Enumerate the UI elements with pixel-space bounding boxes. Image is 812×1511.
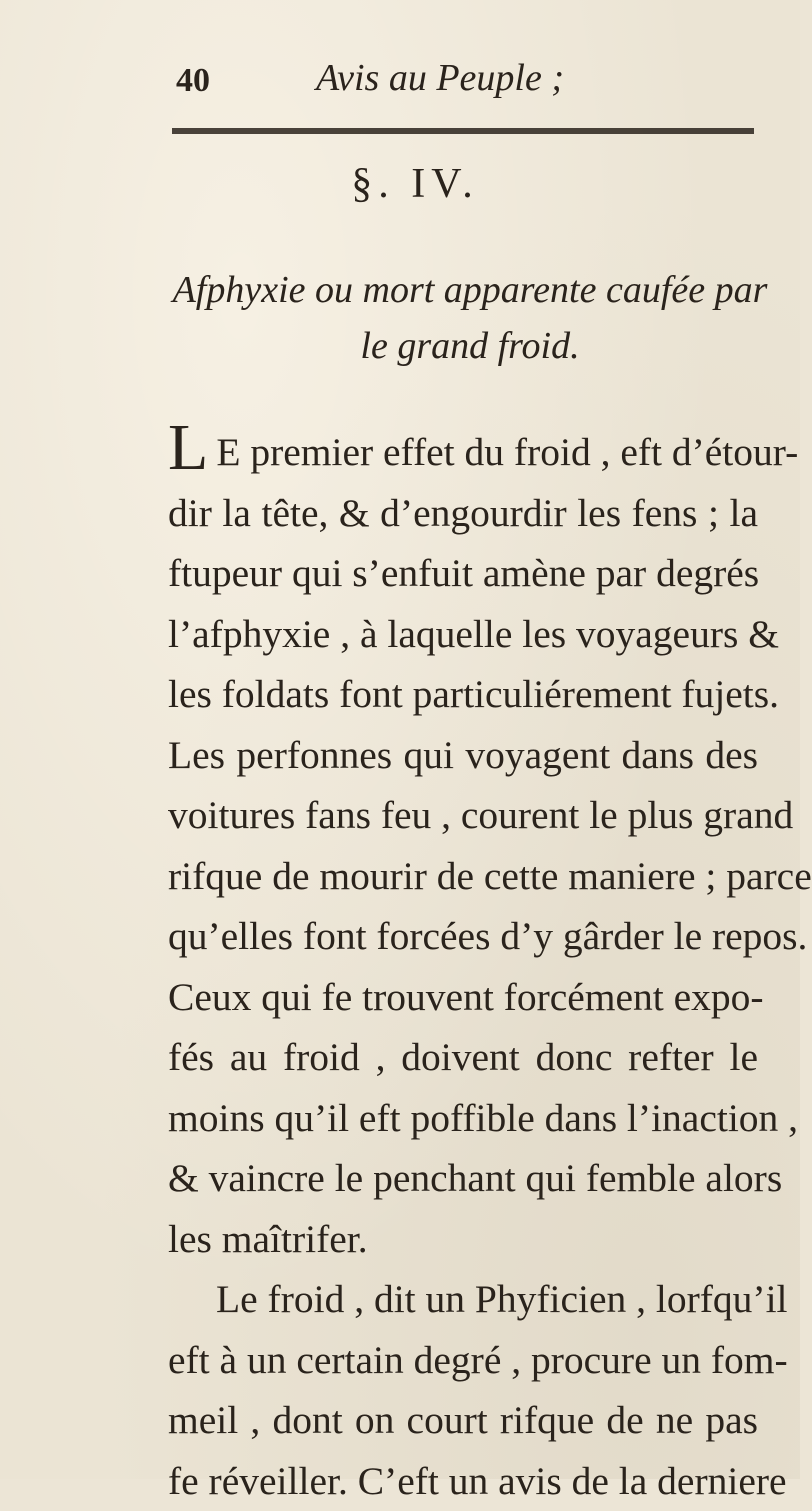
section-title xyxy=(170,262,770,374)
running-title: Avis au Peuple ; xyxy=(316,56,564,100)
page-number: 40 xyxy=(176,62,210,100)
text-line: fés au froid , doivent donc refter le xyxy=(168,1027,758,1088)
header-rule xyxy=(172,128,754,134)
text-line: eft à un certain degré , procure un fom- xyxy=(168,1330,758,1391)
text-line: les maîtrifer. xyxy=(168,1209,758,1270)
text-line: ftupeur qui s’enfuit amène par degrés xyxy=(168,543,758,604)
text-line: & vaincre le penchant qui femble alors xyxy=(168,1148,758,1209)
text-line: moins qu’il eft poffible dans l’inaction , xyxy=(168,1088,758,1149)
text-line: rifque de mourir de cette maniere ; parce xyxy=(168,846,758,907)
text-line: Les perfonnes qui voyagent dans des xyxy=(168,725,758,786)
text-line: voitures fans feu , courent le plus grand xyxy=(168,785,758,846)
section-number: §. IV. xyxy=(0,160,800,208)
text-line: l’afphyxie , à laquelle les voyageurs & xyxy=(168,604,758,665)
body-text xyxy=(168,422,758,1511)
section-title-line-1: Afphyxie ou mort apparente caufée par xyxy=(170,262,770,318)
text-line: Le froid , dit un Phyficien , lorfqu’il xyxy=(168,1269,758,1330)
drop-cap: L xyxy=(168,411,208,484)
text-line: L E premier effet du froid , eft d’étour- xyxy=(168,422,758,483)
text-line: fe réveiller. C’eft un avis de la derniere xyxy=(168,1451,758,1511)
text-line: qu’elles font forcées d’y gârder le repos. xyxy=(168,906,758,967)
running-head xyxy=(176,48,656,98)
text-line: les foldats font particuliérement fujets. xyxy=(168,664,758,725)
section-title-line-2: le grand froid. xyxy=(170,318,770,374)
text-line: meil , dont on court rifque de ne pas xyxy=(168,1390,758,1451)
text-line: dir la tête, & d’engourdir les fens ; la xyxy=(168,483,758,544)
text-line: Ceux qui fe trouvent forcément expo- xyxy=(168,967,758,1028)
